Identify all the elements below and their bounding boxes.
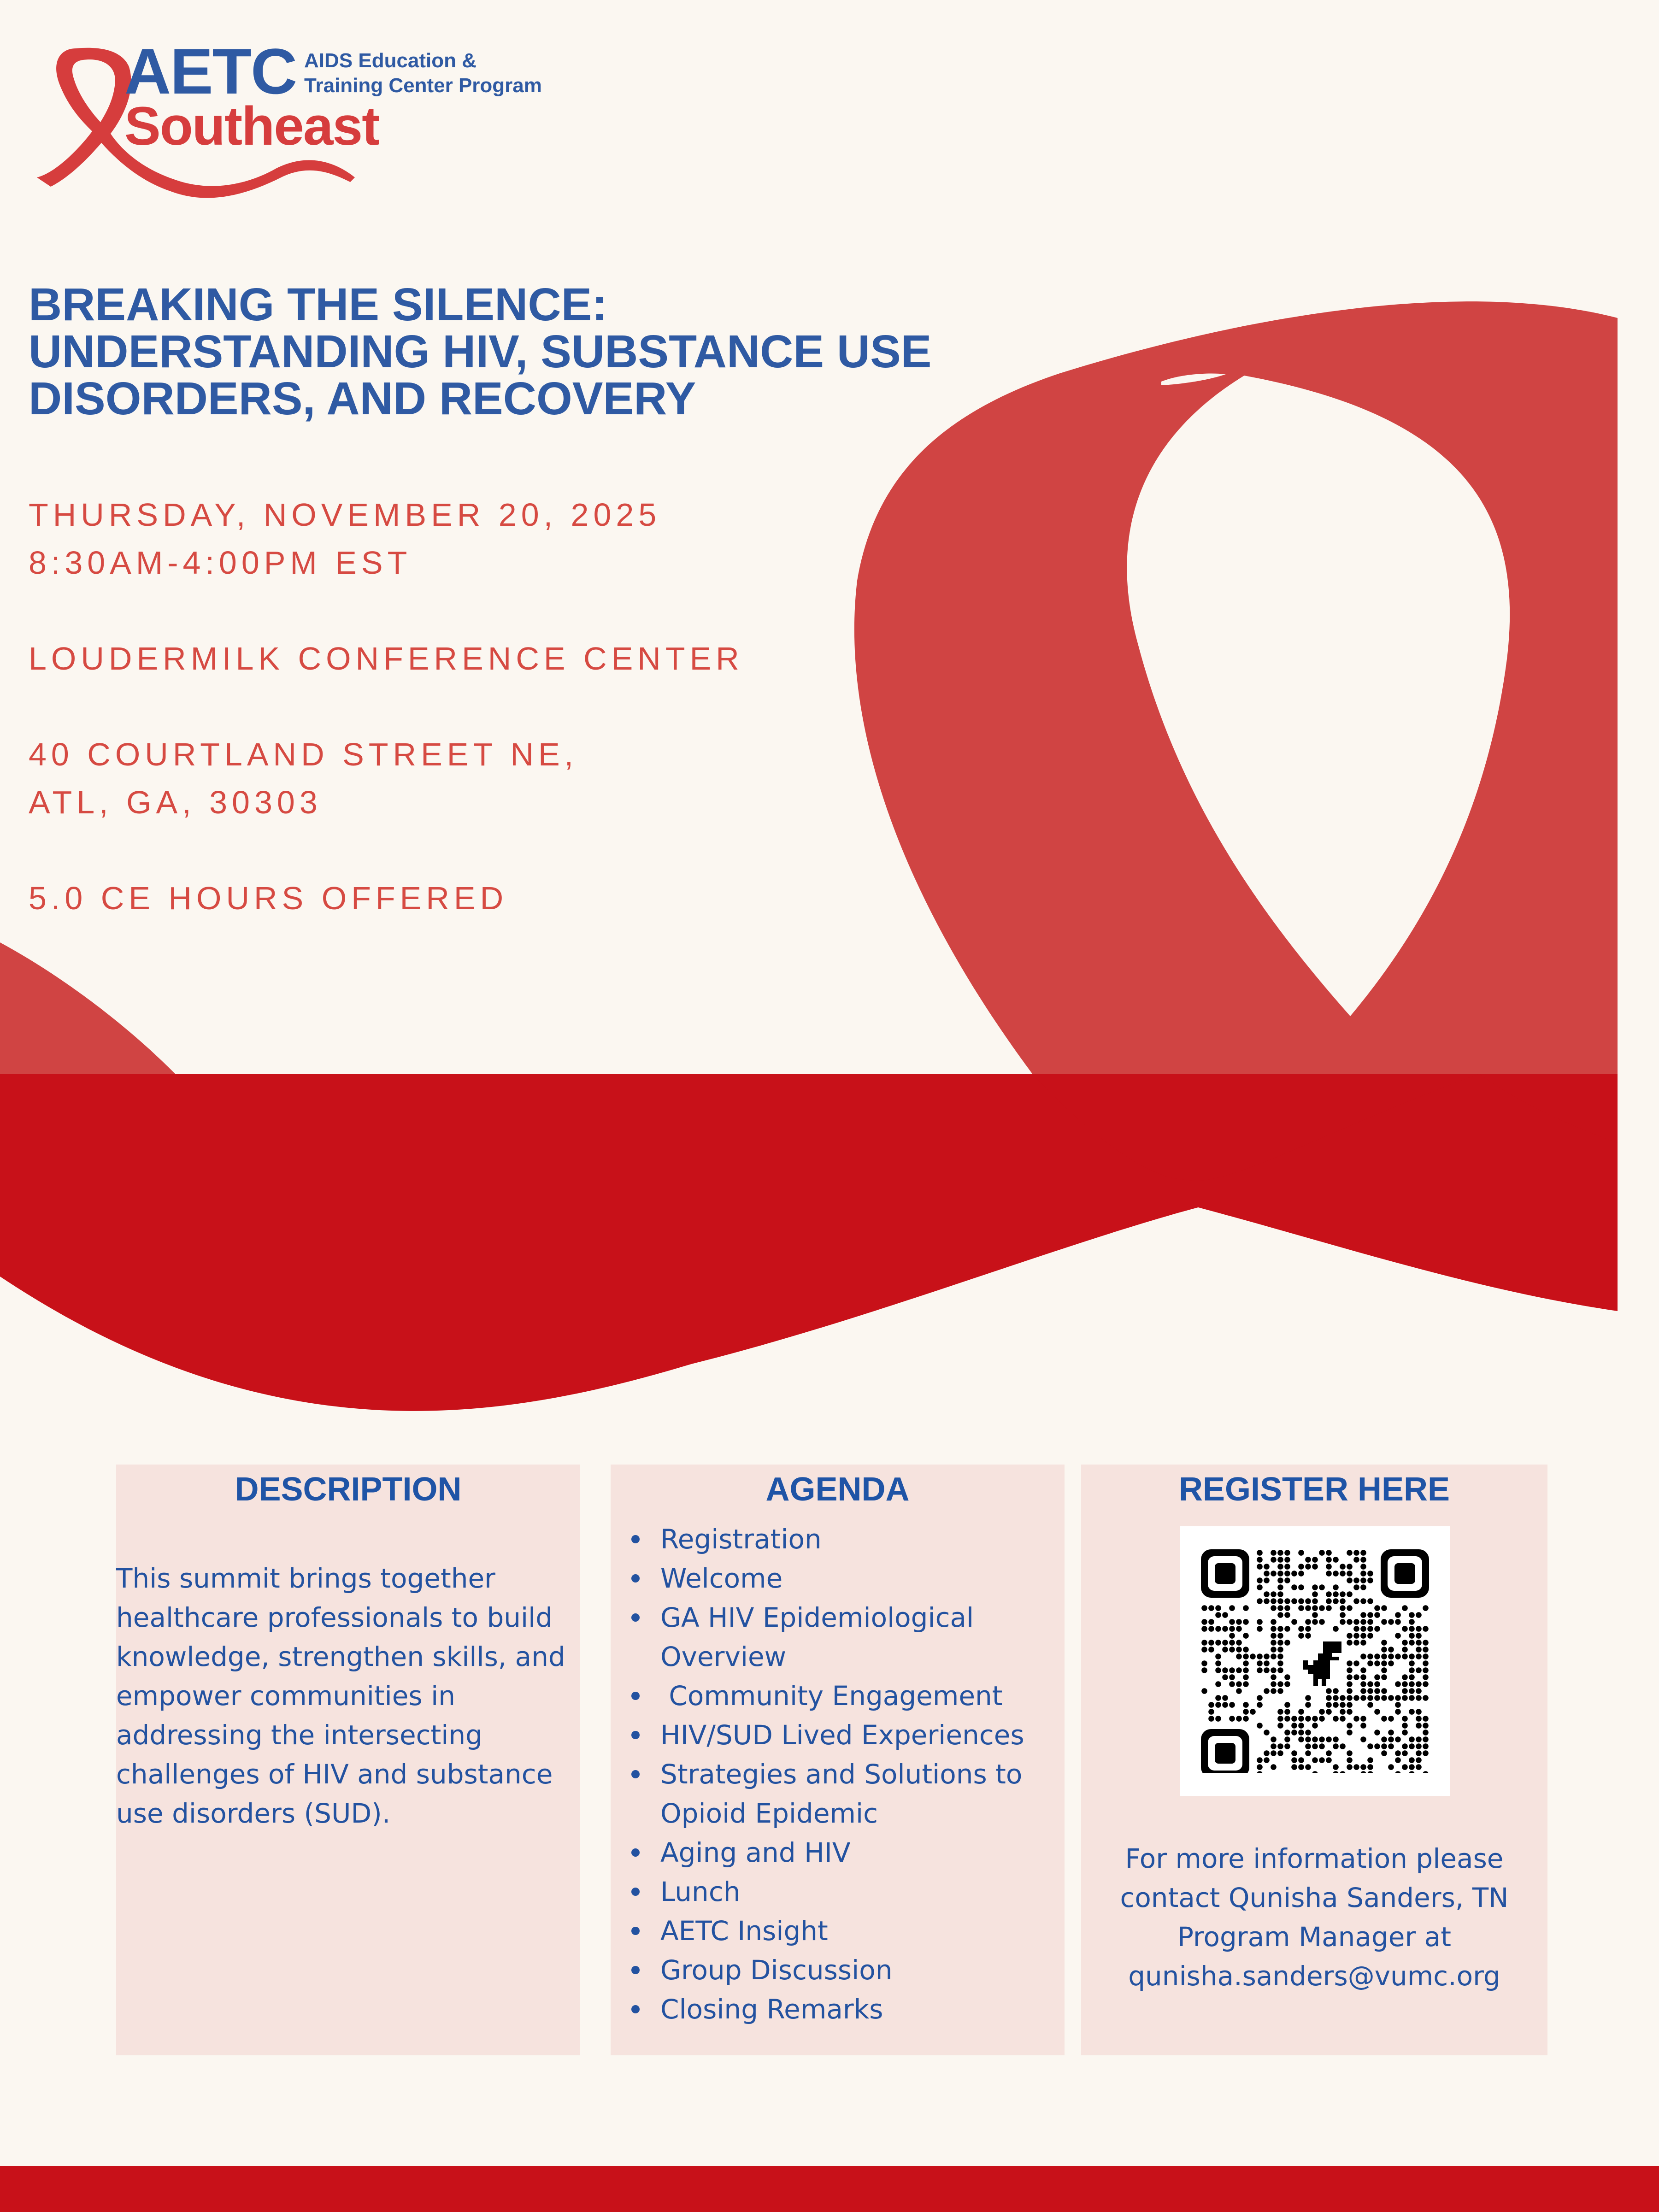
agenda-item: Aging and HIV	[631, 1833, 1060, 1872]
logo-subtitle	[304, 48, 544, 98]
logo-subtitle-line1: AIDS Education &	[304, 49, 477, 72]
ribbon-left-fold	[0, 942, 175, 1074]
logo-subtitle-line2: Training Center Program	[304, 74, 542, 97]
agenda-item: Group Discussion	[631, 1951, 1060, 1990]
register-box	[1081, 1465, 1547, 2055]
bottom-bar	[0, 2166, 1659, 2212]
agenda-item: GA HIV Epidemiological Overview	[631, 1598, 1060, 1677]
agenda-item: Welcome	[631, 1559, 1060, 1598]
agenda-item: Strategies and Solutions to Opioid Epidemic	[631, 1755, 1060, 1833]
agenda-item: Community Engagement	[631, 1677, 1060, 1716]
event-details	[29, 491, 904, 922]
event-venue: LOUDERMILK CONFERENCE CENTER	[29, 641, 744, 677]
register-heading: REGISTER HERE	[1178, 1471, 1450, 1508]
agenda-item: Registration	[631, 1520, 1060, 1559]
agenda-item: Lunch	[631, 1872, 1060, 1912]
event-title: BREAKING THE SILENCE: UNDERSTANDING HIV, SUBSTANCE USE DISORDERS, AND RECOVERY	[29, 279, 932, 424]
description-heading: DESCRIPTION	[235, 1471, 462, 1508]
agenda-heading: AGENDA	[765, 1471, 910, 1508]
event-address-line2: ATL, GA, 30303	[29, 784, 322, 820]
description-text: This summit brings together healthcare professionals to build knowledge, strengthen skills, and empower communities in addressing the intersecting challenges of HIV and substance use disorders (SUD).	[116, 1563, 565, 1829]
agenda-item: HIV/SUD Lived Experiences	[631, 1716, 1060, 1755]
aetc-logo	[32, 35, 542, 214]
qr-code-icon	[1201, 1549, 1429, 1773]
event-address-line1: 40 COURTLAND STREET NE,	[29, 736, 578, 772]
registration-qr-code[interactable]	[1180, 1526, 1450, 1796]
agenda-list	[631, 1520, 1060, 2029]
description-box	[116, 1465, 580, 2055]
logo-region-text: Southeast	[124, 96, 379, 157]
contact-info: For more information please contact Qunisha Sanders, TN Program Manager at qunisha.sanders@vumc.org	[1120, 1843, 1509, 1992]
event-time: 8:30AM-4:00PM EST	[29, 545, 412, 581]
event-ce-hours: 5.0 CE HOURS OFFERED	[29, 880, 508, 916]
agenda-box	[611, 1465, 1065, 2055]
agenda-item: AETC Insight	[631, 1912, 1060, 1951]
event-date: THURSDAY, NOVEMBER 20, 2025	[29, 497, 661, 533]
logo-aetc-text: AETC	[124, 35, 297, 107]
agenda-item: Closing Remarks	[631, 1990, 1060, 2029]
